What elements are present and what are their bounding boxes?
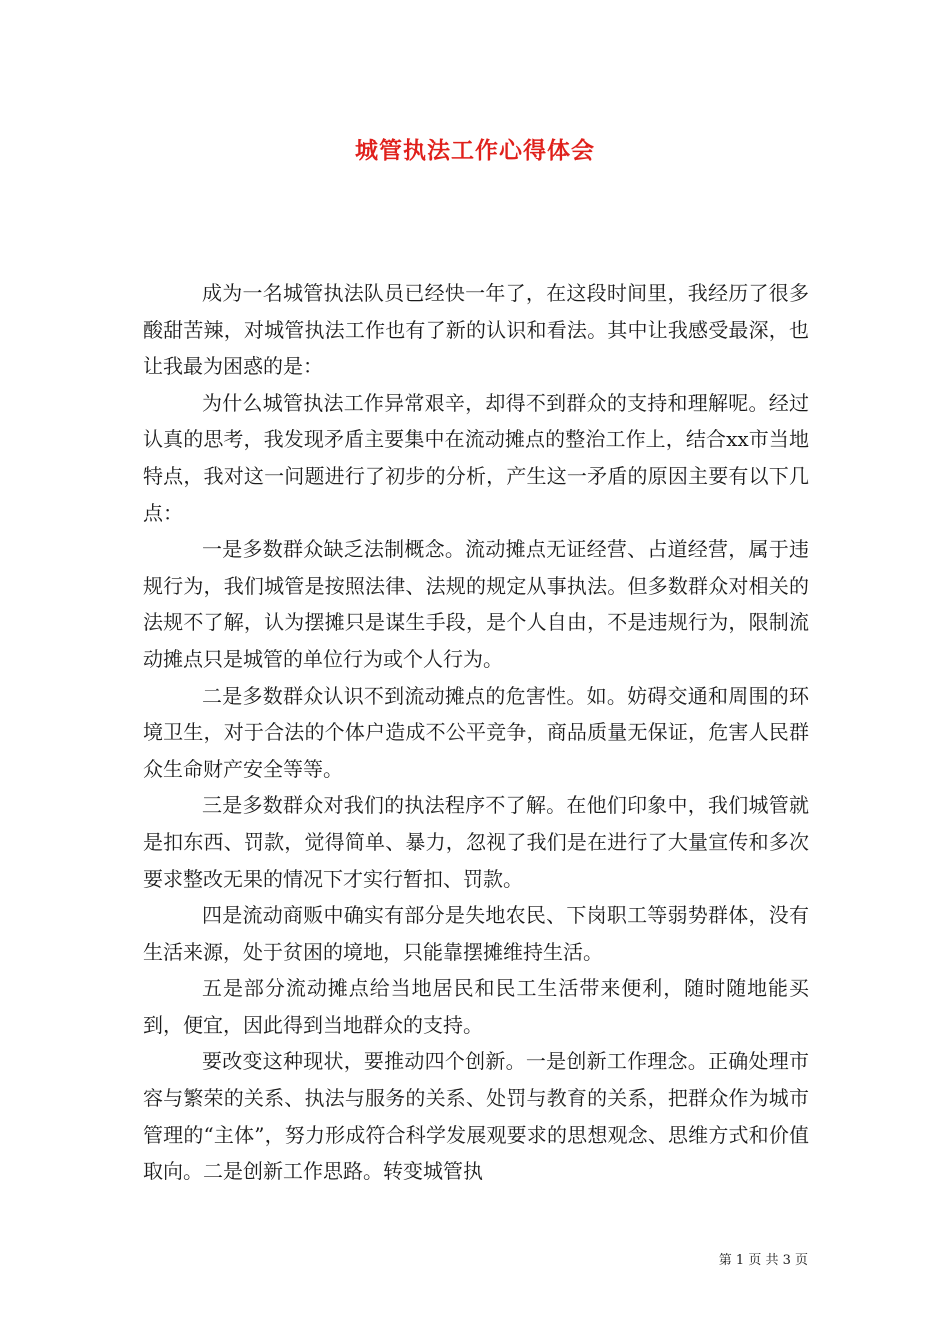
paragraph-2: 为什么城管执法工作异常艰辛，却得不到群众的支持和理解呢。经过认真的思考，我发现矛盾主要集中在流动摊点的整治工作上，结合xx市当地特点，我对这一问题进行了初步的分析，产生这一矛盾的原因主要有以下几点： [143, 390, 809, 525]
paragraph-1: 成为一名城管执法队员已经快一年了，在这段时间里，我经历了很多酸甜苦辣，对城管执法工作也有了新的认识和看法。其中让我感受最深，也让我最为困惑的是： [143, 281, 809, 379]
paragraph-6: 四是流动商贩中确实有部分是失地农民、下岗职工等弱势群体，没有生活来源，处于贫困的境地，只能靠摆摊维持生活。 [143, 903, 809, 964]
paragraph-7: 五是部分流动摊点给当地居民和民工生活带来便利，随时随地能买到，便宜，因此得到当地群众的支持。 [143, 976, 809, 1037]
paragraph-3: 一是多数群众缺乏法制概念。流动摊点无证经营、占道经营，属于违规行为，我们城管是按照法律、法规的规定从事执法。但多数群众对相关的法规不了解，认为摆摊只是谋生手段，是个人自由，不是违规行为，限制流动摊点只是城管的单位行为或个人行为。 [143, 537, 809, 671]
paragraph-4: 二是多数群众认识不到流动摊点的危害性。如。妨碍交通和周围的环境卫生，对于合法的个体户造成不公平竞争，商品质量无保证，危害人民群众生命财产安全等等。 [143, 683, 809, 781]
paragraph-8: 要改变这种现状，要推动四个创新。一是创新工作理念。正确处理市容与繁荣的关系、执法与服务的关系、处罚与教育的关系，把群众作为城市管理的“主体”，努力形成符合科学发展观要求的思想观念、思维方式和价值取向。二是创新工作思路。转变城管执 [143, 1049, 809, 1184]
document-body [143, 275, 809, 1190]
paragraph-5: 三是多数群众对我们的执法程序不了解。在他们印象中，我们城管就是扣东西、罚款，觉得简单、暴力，忽视了我们是在进行了大量宣传和多次要求整改无果的情况下才实行暂扣、罚款。 [143, 793, 809, 891]
page-number-footer: 第 1 页 共 3 页 [718, 1253, 808, 1268]
document-title: 城管执法工作心得体会 [355, 137, 595, 164]
